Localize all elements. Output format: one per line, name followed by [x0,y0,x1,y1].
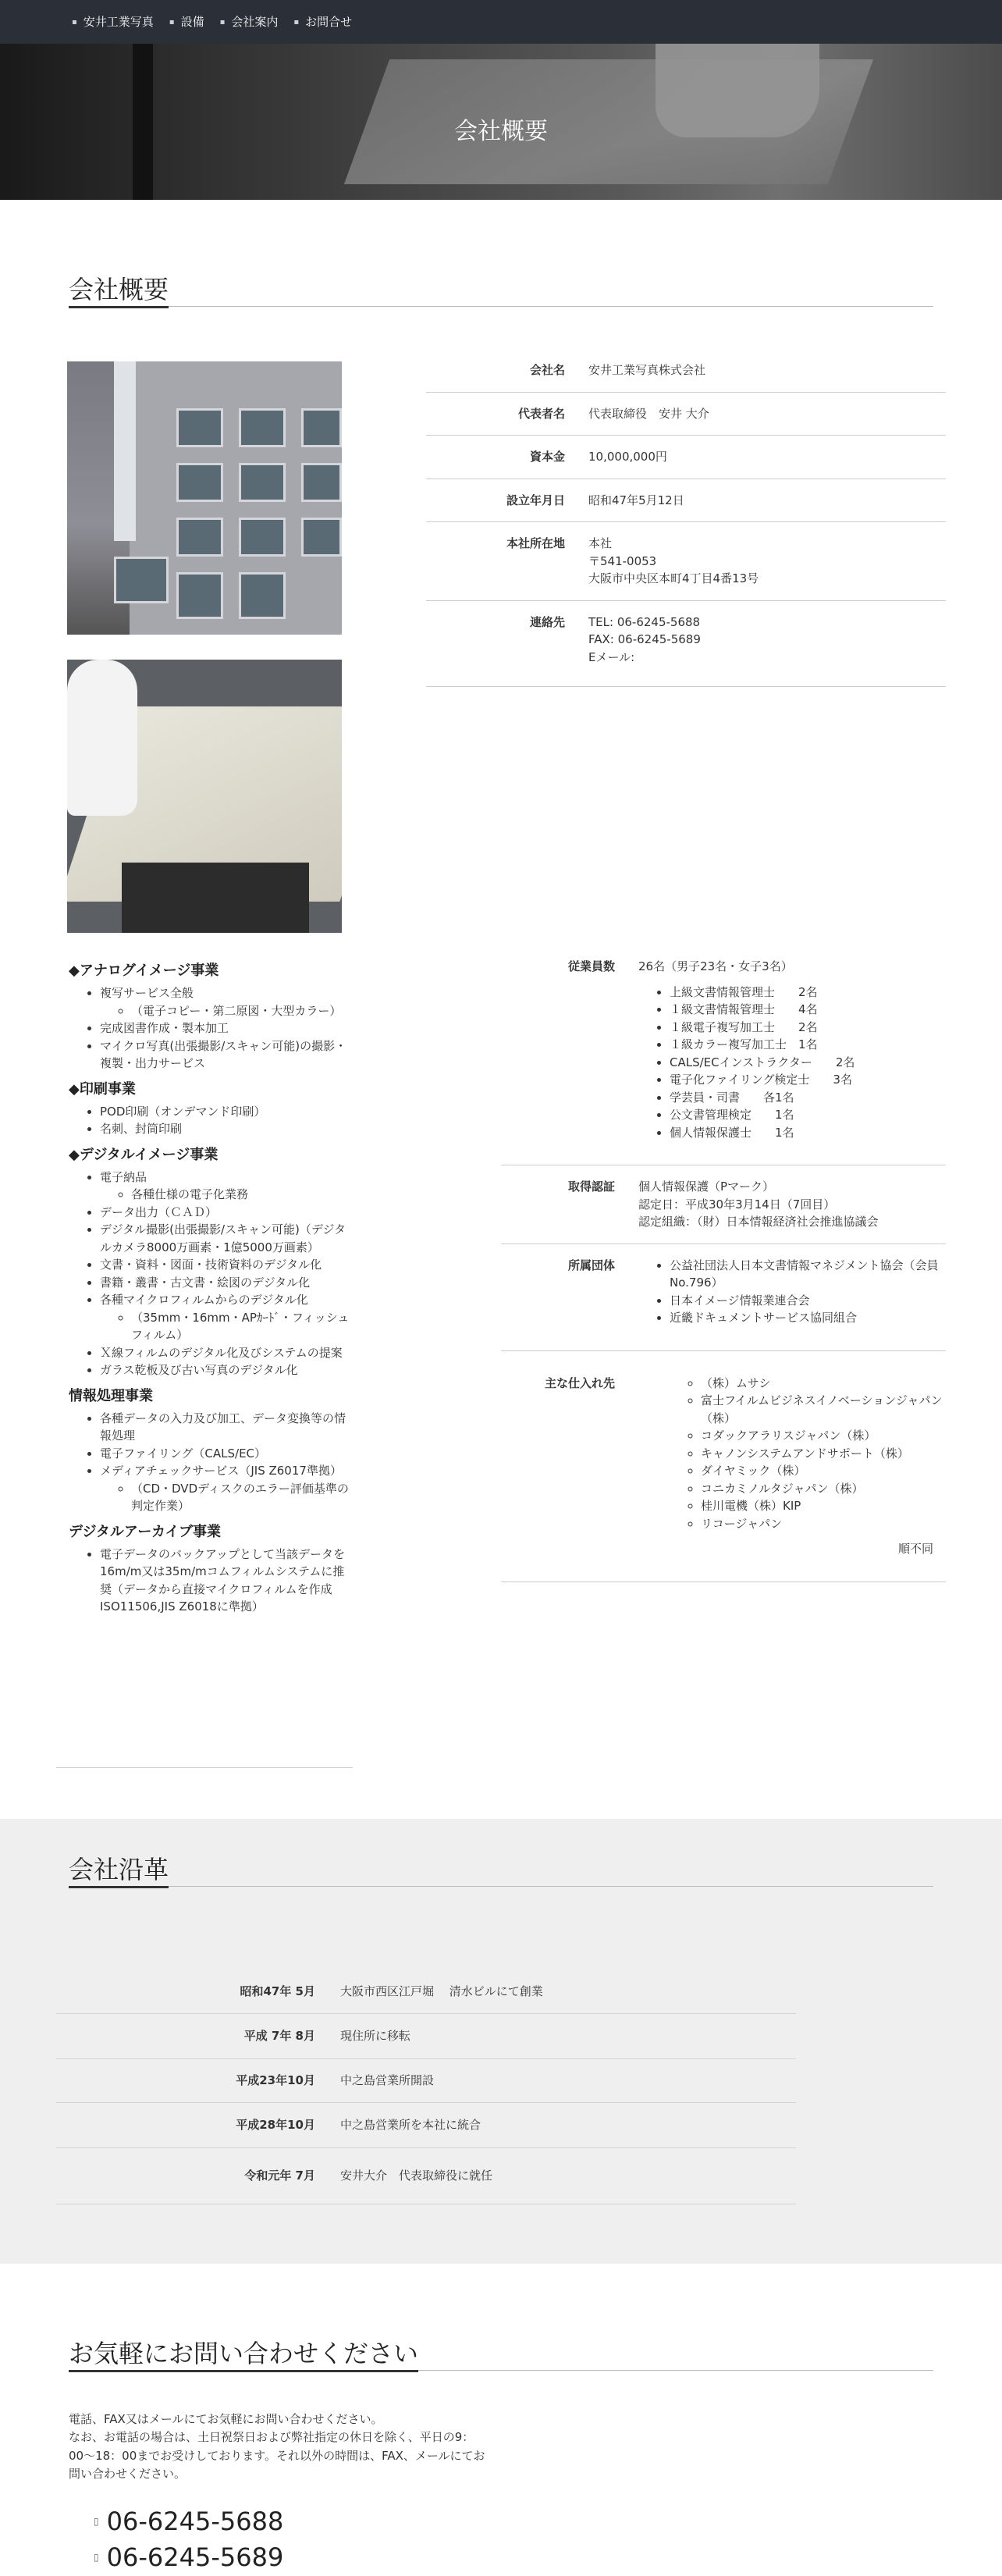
list-item: • ガラス乾板及び古い写真のデジタル化 [100,1361,350,1379]
overview-heading: 会社概要 [69,275,933,307]
history-row [56,2014,796,2059]
building-window [176,518,223,557]
staff-value: 認定組織：（財）日本情報経済社会推進協議会 [638,1215,879,1229]
info-label: 連絡先 [529,614,565,629]
history-date: 令和元年 7月 [244,2169,315,2183]
building-sign [114,361,136,541]
business-heading: ◆印刷事業 [69,1080,136,1098]
info-label: 会社名 [529,363,565,377]
list-item: • 日本イメージ情報業連合会 [670,1292,946,1310]
history-row [56,2059,796,2103]
building-window [176,408,223,447]
list-item: ◦ 富士フイルムビジネスイノベーションジャパン（株） [701,1392,946,1427]
list-item: • １級文書情報管理士 4名 [670,1001,946,1019]
history-row [56,2103,796,2148]
list-item: • 各種マイクロフィルムからのデジタル化 ◦ （35mm・16mm・APｶｰﾄﾞ・フィッシュフィルム） [100,1291,350,1344]
contact-line: 電話、FAX又はメールにてお気軽にお問い合わせください。 [69,2412,383,2426]
staff-label: 従業員数 [567,959,615,973]
staff-label: 所属団体 [567,1258,615,1272]
building-photo [67,361,342,635]
building-window [239,463,286,502]
contact-heading: お気軽にお問い合わせください [69,2339,933,2371]
list-item: ◦ コニカミノルタジャパン（株） [701,1480,946,1498]
list-item: • マイクロ写真(出張撮影/スキャン可能)の撮影・複製・出力サービス [100,1037,350,1073]
business-heading: デジタルアーカイブ事業 [69,1523,221,1540]
nav-item-home[interactable] [72,13,154,31]
divider [56,1767,353,1768]
list-item: • 近畿ドキュメントサービス協同組合 [670,1309,946,1327]
info-value: 本社 [588,536,613,550]
list-item: • 公益社団法人日本文書情報マネジメント協会（会員No.796） [670,1257,946,1292]
building-window [176,463,223,502]
staff-label: 主な仕入れ先 [544,1375,615,1390]
list-item: • 電子ファイリング（CALS/EC） [100,1445,350,1463]
staff-row-employees [501,945,946,1165]
info-row-address [426,522,946,601]
building-window [301,408,342,447]
list-item: ◦ （CD・DVDディスクのエラー評価基準の判定作業） [131,1480,350,1515]
staff-value: 認定日：平成30年3月14日（7回目） [638,1197,836,1212]
list-item: • データ出力（ＣＡＤ） [100,1204,350,1222]
list-item: • POD印刷（オンデマンド印刷） [100,1103,350,1121]
equipment-operator [67,660,137,816]
fax-icon: ▯ [94,2552,99,2563]
info-value: 10,000,000円 [588,450,667,464]
history-event: 中之島営業所開設 [340,2073,435,2088]
info-label: 資本金 [529,450,565,464]
history-date: 平成28年10月 [236,2118,315,2133]
list-item: • 各種データの入力及び加工、データ変換等の情報処理 [100,1410,350,1445]
list-item: • メディアチェックサービス（JIS Z6017準拠） ◦ （CD・DVDディスクのエラー評価基準の判定作業） [100,1462,350,1515]
nav-bullet-icon: ▪ [169,17,175,27]
list-item: • CALS/ECインストラクター 2名 [670,1054,946,1072]
phone-icon: ▯ [94,2516,99,2527]
staff-row-suppliers [501,1351,946,1582]
history-event: 大阪市西区江戸堀 清水ビルにて創業 [340,1984,543,1999]
nav-bullet-icon: ▪ [219,17,226,27]
info-label: 設立年月日 [506,493,565,507]
list-item: ◦ ダイヤミック（株） [701,1462,946,1480]
history-date: 平成23年10月 [236,2073,315,2088]
nav-item-label: 会社案内 [231,14,279,29]
info-value: 昭和47年5月12日 [588,493,684,507]
info-row-name [426,349,946,393]
building-window [239,518,286,557]
hero-banner [0,44,1002,200]
equipment-control-panel [122,863,309,933]
history-date: 昭和47年 5月 [240,1984,315,1999]
info-value: FAX: 06-6245-5689 [588,632,701,646]
info-value: TEL: 06-6245-5688 [588,614,701,629]
list-item: • 個人情報保護士 1名 [670,1124,946,1142]
list-item: • 学芸員・司書 各1名 [670,1089,946,1107]
list-item: ◦ キャノンシステムアンドサポート（株） [701,1445,946,1463]
building-window [301,518,342,557]
list-item: • 名刺、封筒印刷 [100,1120,350,1138]
list-item: • 複写サービス全般 ◦ （電子コピー・第二原図・大型カラー） [100,984,350,1019]
hero-title: 会社概要 [454,118,548,145]
list-item: • Ｘ線フィルムのデジタル化及びシステムの提案 [100,1344,350,1362]
history-row [56,2148,796,2204]
info-value: 安井工業写真株式会社 [588,363,706,377]
building-window [176,572,223,619]
list-item: • １級カラー複写加工士 1名 [670,1036,946,1054]
list-item: • １級電子複写加工士 2名 [670,1019,946,1037]
history-heading: 会社沿革 [69,1855,933,1887]
nav-item-company[interactable] [220,13,279,31]
staff-row-certification [501,1165,946,1244]
suppliers-note: 順不同 [897,1542,933,1556]
info-value: 代表取締役 安井 大介 [588,406,709,421]
list-item: • 電子納品 ◦ 各種仕様の電子化業務 [100,1169,350,1204]
info-value: Eメール: [588,649,635,664]
staff-info-table [501,945,946,1582]
building-window [239,408,286,447]
list-item: ◦ （電子コピー・第二原図・大型カラー） [131,1002,350,1020]
company-info-table [426,349,946,687]
list-item: • 書籍・叢書・古文書・絵図のデジタル化 [100,1274,350,1292]
list-item: • 公文書管理検定 1名 [670,1106,946,1124]
list-item: ◦ 各種仕様の電子化業務 [131,1186,350,1204]
nav-item-contact[interactable] [293,13,352,31]
list-item: • 電子データのバックアップとして当該データを16m/m又は35m/mコムフィルムシステムに推奨（データから直接マイクロフィルムを作成 ISO11506,JIS Z6018に準拠） [100,1546,350,1616]
list-item: ◦ リコージャパン [701,1515,946,1533]
nav-item-label: 設備 [180,14,204,29]
staff-label: 取得認証 [567,1179,615,1194]
fax-number: ▯ 06-6245-5689 [94,2542,284,2572]
staff-summary: 26名（男子23名・女子3名） [638,959,793,973]
list-item: • 完成図書作成・製本加工 [100,1019,350,1037]
info-value: 〒541-0053 [588,553,657,568]
history-date: 平成 7年 8月 [243,2029,315,2044]
list-item: • デジタル撮影(出張撮影/スキャン可能)（デジタルカメラ8000万画素・1億5000万画素） [100,1221,350,1256]
info-label: 本社所在地 [506,536,565,550]
equipment-photo [67,660,342,933]
business-heading: ◆デジタルイメージ事業 [69,1146,219,1163]
list-item: • 文書・資料・図面・技術資料のデジタル化 [100,1256,350,1274]
history-event: 安井大介 代表取締役に就任 [340,2169,493,2183]
history-event: 現住所に移転 [340,2029,411,2044]
staff-value: 個人情報保護（Pマーク） [638,1179,775,1194]
info-row-contact [426,601,946,688]
staff-row-groups [501,1244,946,1351]
info-row-founded [426,479,946,523]
nav-item-label: お問合せ [305,14,353,29]
nav-item-equipment[interactable] [169,13,204,31]
contact-line: なお、お電話の場合は、土日祝祭日および弊社指定の休日を除く、平日の9：00〜18：00までお受けしております。それ以外の時間は、FAX、メールにてお問い合わせください。 [69,2430,485,2481]
info-row-representative [426,393,946,436]
history-event: 中之島営業所を本社に統合 [340,2118,481,2133]
top-nav [0,0,1002,44]
list-item: ◦ （35mm・16mm・APｶｰﾄﾞ・フィッシュフィルム） [131,1309,350,1344]
list-item: • 電子化ファイリング検定士 3名 [670,1071,946,1089]
info-value: 大阪市中央区本町4丁目4番13号 [588,571,759,585]
business-list [69,954,350,1616]
list-item: • 上級文書情報管理士 2名 [670,984,946,1002]
nav-bullet-icon: ▪ [72,17,77,27]
building-window [301,463,342,502]
list-item: ◦ （株）ムサシ [701,1375,946,1393]
list-item: ◦ 桂川電機（株）KIP [701,1497,946,1515]
info-label: 代表者名 [517,406,565,421]
info-row-capital [426,436,946,479]
building-window [239,572,286,619]
tel-number[interactable]: ▯ 06-6245-5688 [94,2507,284,2536]
nav-item-label: 安井工業写真 [83,14,154,29]
list-item: ◦ コダックアラリスジャパン（株） [701,1427,946,1445]
nav-bullet-icon: ▪ [293,17,300,27]
business-heading: ◆アナログイメージ事業 [69,962,219,979]
building-window [114,557,169,603]
history-table [56,1970,796,2204]
business-heading: 情報処理事業 [69,1387,153,1404]
contact-text [69,2411,490,2483]
history-row [56,1970,796,2014]
